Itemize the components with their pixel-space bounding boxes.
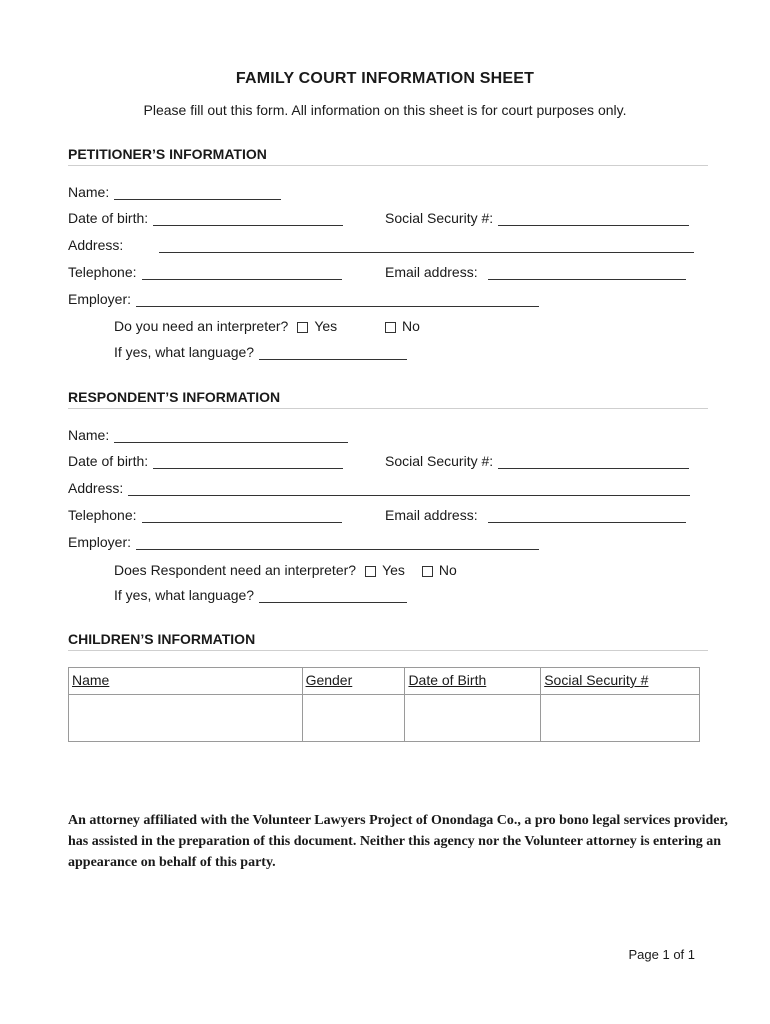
petitioner-name-input[interactable]: [114, 186, 281, 200]
petitioner-employer-field: [68, 291, 539, 307]
petitioner-email-field: [385, 264, 686, 280]
petitioner-section-heading: PETITIONER’S INFORMATION: [68, 146, 708, 166]
petitioner-email-label: Email address:: [385, 264, 478, 280]
respondent-email-input[interactable]: [488, 509, 686, 523]
petitioner-interpreter-label: Do you need an interpreter?: [114, 318, 289, 334]
petitioner-name-field: [68, 184, 281, 200]
petitioner-ssn-field: [385, 210, 689, 226]
column-header-name: Name: [69, 668, 303, 695]
respondent-interpreter-question: [114, 562, 457, 578]
respondent-address-input[interactable]: [128, 482, 690, 496]
respondent-dob-label: Date of birth:: [68, 453, 149, 469]
respondent-no-label: No: [438, 562, 457, 578]
petitioner-dob-field: [68, 210, 343, 226]
petitioner-telephone-label: Telephone:: [68, 264, 137, 280]
child-name-cell[interactable]: [69, 695, 303, 742]
petitioner-language-field: [114, 344, 407, 360]
attorney-disclaimer: An attorney affiliated with the Volunteer Lawyers Project of Onondaga Co., a pro bono legal services provider, has assisted in the preparation of this document. Neither this agency nor the Volunteer attorney is entering an appearance on behalf of this party.: [68, 813, 728, 870]
respondent-employer-input[interactable]: [136, 536, 539, 550]
child-ssn-cell[interactable]: [541, 695, 700, 742]
petitioner-telephone-field: [68, 264, 342, 280]
children-section-heading: CHILDREN’S INFORMATION: [68, 631, 708, 651]
page-number: Page 1 of 1: [628, 947, 695, 962]
petitioner-ssn-label: Social Security #:: [385, 210, 494, 226]
respondent-ssn-input[interactable]: [498, 455, 689, 469]
respondent-telephone-field: [68, 507, 342, 523]
petitioner-yes-checkbox[interactable]: [297, 322, 308, 333]
respondent-employer-field: [68, 534, 539, 550]
respondent-telephone-label: Telephone:: [68, 507, 137, 523]
respondent-telephone-input[interactable]: [142, 509, 342, 523]
respondent-email-label: Email address:: [385, 507, 478, 523]
petitioner-no-label: No: [402, 318, 420, 334]
petitioner-employer-label: Employer:: [68, 291, 132, 307]
child-dob-cell[interactable]: [405, 695, 541, 742]
petitioner-ssn-input[interactable]: [498, 212, 689, 226]
table-row: [69, 695, 700, 742]
respondent-section-heading: RESPONDENT’S INFORMATION: [68, 389, 708, 409]
petitioner-yes-label: Yes: [314, 318, 338, 334]
respondent-email-field: [385, 507, 686, 523]
respondent-no-checkbox[interactable]: [422, 566, 433, 577]
respondent-language-label: If yes, what language?: [114, 587, 255, 603]
respondent-interpreter-label: Does Respondent need an interpreter?: [114, 562, 357, 578]
respondent-name-input[interactable]: [114, 429, 348, 443]
petitioner-interpreter-question: [114, 318, 337, 334]
petitioner-address-label: Address:: [68, 237, 124, 253]
respondent-name-field: [68, 427, 348, 443]
petitioner-dob-input[interactable]: [153, 212, 343, 226]
petitioner-name-label: Name:: [68, 184, 110, 200]
respondent-employer-label: Employer:: [68, 534, 132, 550]
column-header-date-of-birth: Date of Birth: [405, 668, 541, 695]
children-table: [68, 667, 700, 742]
petitioner-telephone-input[interactable]: [142, 266, 342, 280]
petitioner-email-input[interactable]: [488, 266, 686, 280]
petitioner-language-input[interactable]: [259, 346, 407, 360]
respondent-address-field: [68, 480, 690, 496]
petitioner-dob-label: Date of birth:: [68, 210, 149, 226]
respondent-language-field: [114, 587, 407, 603]
respondent-dob-input[interactable]: [153, 455, 343, 469]
respondent-yes-label: Yes: [382, 562, 405, 578]
petitioner-no-checkbox[interactable]: [385, 322, 396, 333]
page-subtitle: Please fill out this form. All information on this sheet is for court purposes only.: [143, 102, 627, 118]
respondent-dob-field: [68, 453, 343, 469]
child-gender-cell[interactable]: [302, 695, 405, 742]
column-header-gender: Gender: [302, 668, 405, 695]
respondent-yes-checkbox[interactable]: [365, 566, 376, 577]
petitioner-address-field: [68, 237, 694, 253]
petitioner-employer-input[interactable]: [136, 293, 539, 307]
petitioner-address-input[interactable]: [159, 239, 694, 253]
respondent-address-label: Address:: [68, 480, 124, 496]
page-title: FAMILY COURT INFORMATION SHEET: [235, 70, 535, 87]
column-header-social-security: Social Security #: [541, 668, 700, 695]
petitioner-language-label: If yes, what language?: [114, 344, 255, 360]
petitioner-no-option: [376, 318, 420, 334]
children-table-header-row: [69, 668, 700, 695]
respondent-name-label: Name:: [68, 427, 110, 443]
respondent-ssn-label: Social Security #:: [385, 453, 494, 469]
respondent-language-input[interactable]: [259, 589, 407, 603]
respondent-ssn-field: [385, 453, 689, 469]
